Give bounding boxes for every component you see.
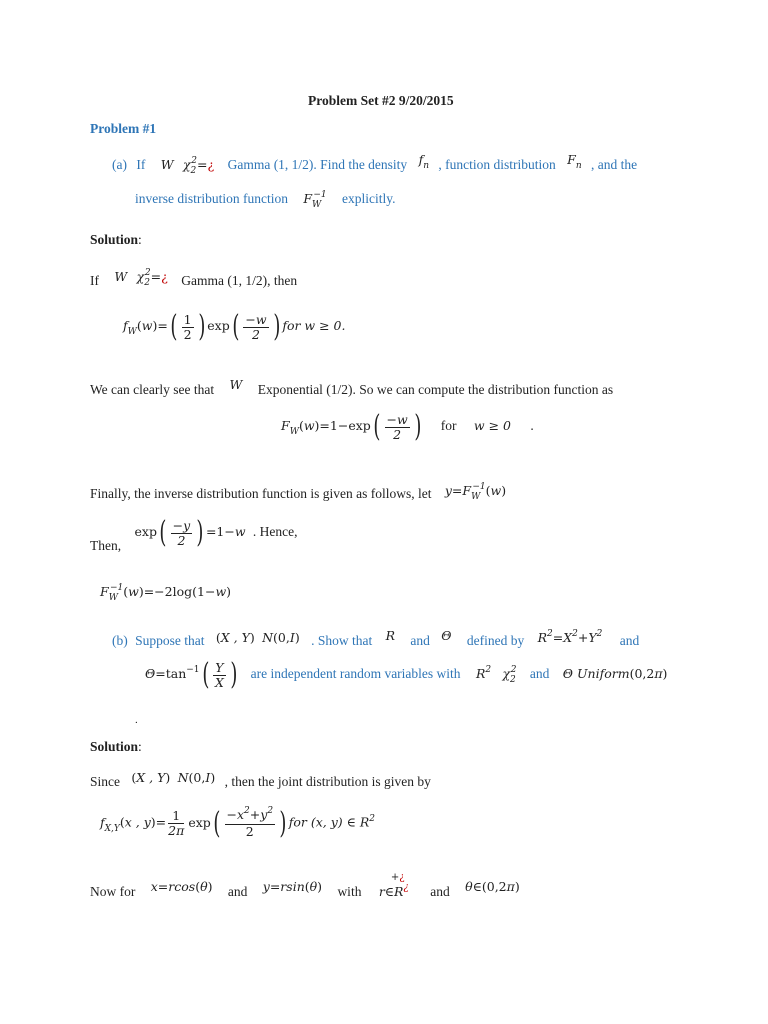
part-b-line2: $\Theta=\tan^{-1}$( $\frac{Y}{X}$ ) are independent random variables with $R^2$ $\chi_2^2$ and Θ Uniform(0,2π) [145, 657, 668, 692]
part-a-label: (a) [112, 157, 127, 172]
then-line: Then, exp( $\frac{-y}{2}$ ) =1−w . Hence, [90, 515, 298, 554]
density-equation: $f_W(w)=$( $\frac{1}{2}$ ) exp( $\frac{-w}{2}$ ) for w ≥ 0. [123, 309, 346, 344]
solution-if-line: If W $\chi_2^2=¿$ Gamma (1, 1/2), then [90, 268, 298, 288]
inverse-line: Finally, the inverse distribution function is given as follows, let $y=F_W^{-1}(w)$ [90, 482, 507, 502]
part-a-line2: inverse distribution function $F_W^{-1}$ explicitly. [135, 190, 396, 210]
stray-period: . [135, 714, 138, 726]
joint-density-equation: $f_{X,Y}(x$ , y)= $\frac{1}{2\pi}$ exp( $\frac{-x^2+y^2}{2}$ ) for (x, y) ∈ $R^2$ [100, 805, 376, 841]
solution2-heading: Solution: [90, 739, 142, 754]
part-a-function-distribution: , function distribution [438, 157, 556, 172]
page-title: Problem Set #2 9/20/2015 [308, 93, 454, 108]
exponential-line: We can clearly see that W Exponential (1/2). So we can compute the distribution function as [90, 377, 614, 397]
now-for-line: Now for x=rcos(θ) and y=rsin(θ) with +¿ r∈R¿ and θ∈(0,2π) [90, 872, 520, 899]
part-a-inverse: inverse distribution function [135, 191, 288, 206]
part-b-line1: (b) Suppose that (X , Y) N(0,I) . Show that R and Θ defined by $R^2=X^2+Y^2$ and [112, 628, 640, 648]
part-a-gamma: Gamma (1, 1/2). Find the density [227, 157, 408, 172]
since-line: Since (X , Y) N(0,I) , then the joint distribution is given by [90, 770, 431, 789]
part-a-line1: (a) If W $\chi_2^2=¿$ Gamma (1, 1/2). Find the density $f_n$ , function distribution $F_n$ , and the [112, 152, 638, 176]
part-a-and-the: , and the [590, 157, 638, 172]
distribution-equation: $F_W(w)=1-\exp$( $\frac{-w}{2}$ ) for w ≥ 0 . [281, 409, 534, 444]
part-a-explicitly: explicitly. [341, 191, 396, 206]
problem-heading: Problem #1 [90, 121, 157, 136]
part-a-if: If [136, 157, 146, 172]
solution-heading: Solution: [90, 232, 142, 247]
inverse-result: $F_W^{-1}(w)=-2\log(1-w)$ [100, 583, 232, 603]
